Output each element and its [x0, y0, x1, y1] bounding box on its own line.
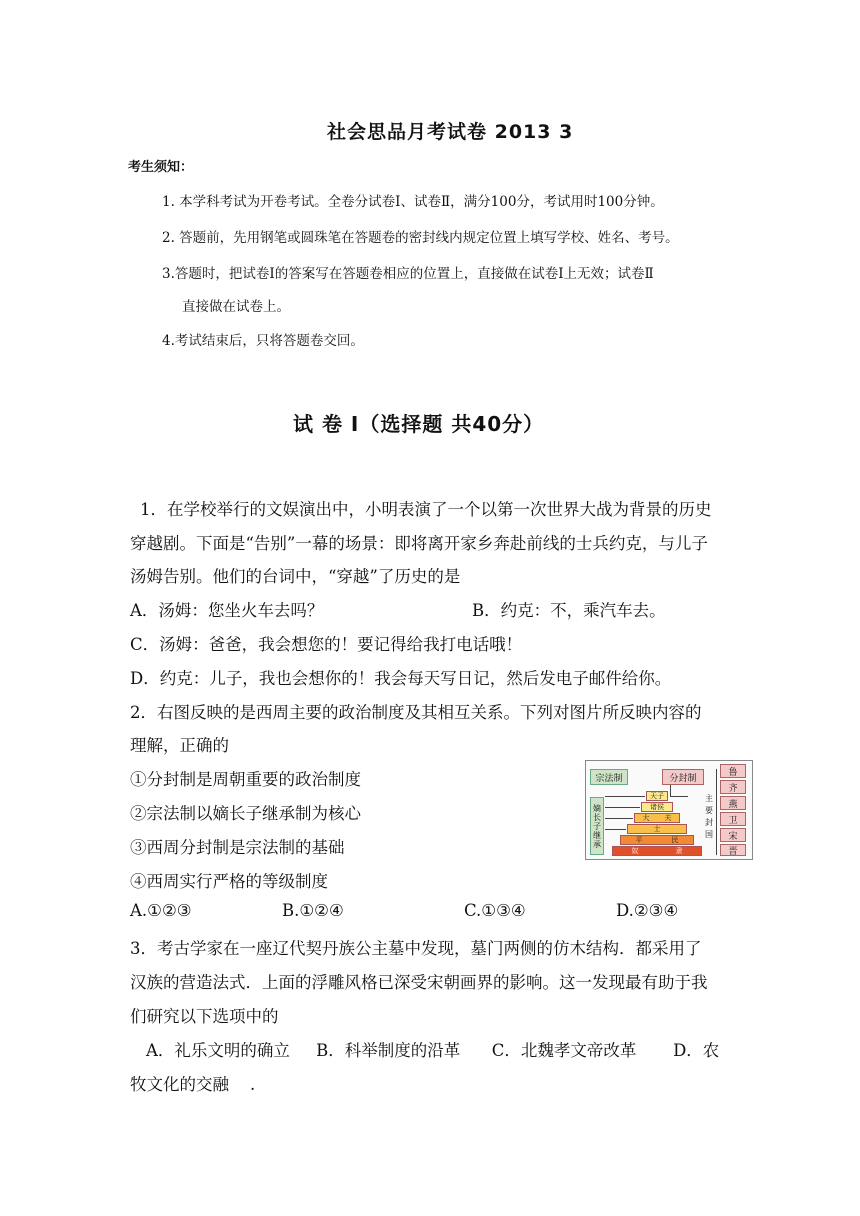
q2-statement: ③西周分封制是宗法制的基础 — [130, 838, 345, 857]
layer-shi: 士 — [627, 824, 687, 834]
layer-zhuhou: 诸侯 — [641, 802, 673, 812]
q3-stem-line: 汉族的营造法式．上面的浮雕风格已深受宋朝画界的影响。这一发现最有助于我 — [130, 973, 708, 992]
notice-item: 2. 答题前，先用钢笔或圆珠笔在答题卷的密封线内规定位置上填写学校、姓名、考号。 — [162, 230, 679, 246]
q1-option-a: A．汤姆：您坐火车去吗？ — [130, 601, 324, 620]
zhuyao-label: 主要封国 — [705, 794, 713, 839]
fenfeng-label: 分封制 — [662, 769, 704, 785]
layer-nuli-b: 隶 — [675, 847, 683, 855]
notice-item: 4.考试结束后，只将答题卷交回。 — [162, 333, 364, 349]
section-title: 试 卷 Ⅰ（选择题 共40分） — [293, 412, 545, 436]
layer-nuli-a: 奴 — [631, 847, 639, 855]
arrow-line — [605, 796, 645, 797]
notice-item: 直接做在试卷上。 — [182, 299, 290, 315]
q3-stem-line: 们研究以下选项中的 — [130, 1007, 279, 1026]
dizhangzi-label: 嫡长子继承 — [590, 797, 604, 855]
q2-option-a: A.①②③ — [130, 901, 192, 920]
arrow-line — [670, 796, 688, 797]
q2-statement: ②宗法制以嫡长子继承制为核心 — [130, 804, 361, 823]
layer-pingmin-a: 平 — [635, 836, 643, 844]
q2-option-c: C.①③④ — [464, 901, 526, 920]
notice-item: 3.答题时，把试卷Ⅰ的答案写在答题卷相应的位置上，直接做在试卷Ⅰ上无效；试卷Ⅱ — [162, 266, 654, 282]
layer-dafu-b: 夫 — [664, 814, 672, 822]
state-yan: 燕 — [720, 796, 746, 810]
q3-options-cont: 牧文化的交融 . — [130, 1075, 256, 1094]
q1-stem-line: 汤姆告别。他们的台词中，“穿越”了历史的是 — [130, 567, 461, 586]
state-jin: 晋 — [720, 844, 746, 856]
state-song: 宋 — [720, 828, 746, 842]
arrow-line — [605, 829, 626, 830]
bracket-line — [716, 769, 717, 855]
q2-statement: ①分封制是周朝重要的政治制度 — [130, 770, 361, 789]
q1-option-c: C．汤姆：爸爸，我会想您的！要记得给我打电话哦！ — [130, 635, 523, 654]
page-title: 社会思品月考试卷 2013 3 — [327, 121, 574, 143]
q2-option-b: B.①②④ — [282, 901, 344, 920]
q2-statement: ④西周实行严格的等级制度 — [130, 872, 328, 891]
notice-item: 1. 本学科考试为开卷考试。全卷分试卷Ⅰ、试卷Ⅱ，满分100分，考试用时100分钟。 — [162, 194, 664, 210]
q2-stem-line: 2．右图反映的是西周主要的政治制度及其相互关系。下列对图片所反映内容的 — [130, 703, 702, 722]
arrow-line — [605, 818, 633, 819]
q1-stem-line: 1．在学校举行的文娱演出中，小明表演了一个以第一次世界大战为背景的历史 — [140, 500, 712, 519]
q1-option-d: D．约克：儿子，我也会想你的！我会每天写日记，然后发电子邮件给你。 — [130, 669, 672, 688]
layer-tianzi: 天子 — [646, 791, 668, 801]
arrow-line — [605, 807, 640, 808]
q2-stem-line: 理解，正确的 — [130, 736, 229, 755]
q3-options: A．礼乐文明的确立 B．科举制度的沿革 C．北魏孝文帝改革 D．农 — [146, 1041, 720, 1060]
notice-heading: 考生须知： — [128, 160, 194, 175]
q3-stem-line: 3．考古学家在一座辽代契丹族公主墓中发现，墓门两侧的仿木结构．都采用了 — [130, 939, 702, 958]
zhou-system-diagram — [585, 760, 753, 860]
state-wei: 卫 — [720, 812, 746, 826]
zongfa-label: 宗法制 — [590, 769, 628, 785]
q2-option-d: D.②③④ — [616, 901, 679, 920]
layer-nuli — [612, 846, 702, 856]
layer-pingmin-b: 民 — [671, 836, 679, 844]
layer-pingmin — [620, 835, 694, 845]
layer-dafu — [634, 813, 680, 823]
q1-option-b: B．约克：不，乘汽车去。 — [472, 601, 666, 620]
state-lu: 鲁 — [720, 764, 746, 778]
q1-stem-line: 穿越剧。下面是“告别”一幕的场景：即将离开家乡奔赴前线的士兵约克，与儿子 — [130, 534, 708, 553]
state-qi: 齐 — [720, 780, 746, 794]
layer-dafu-a: 大 — [642, 814, 650, 822]
